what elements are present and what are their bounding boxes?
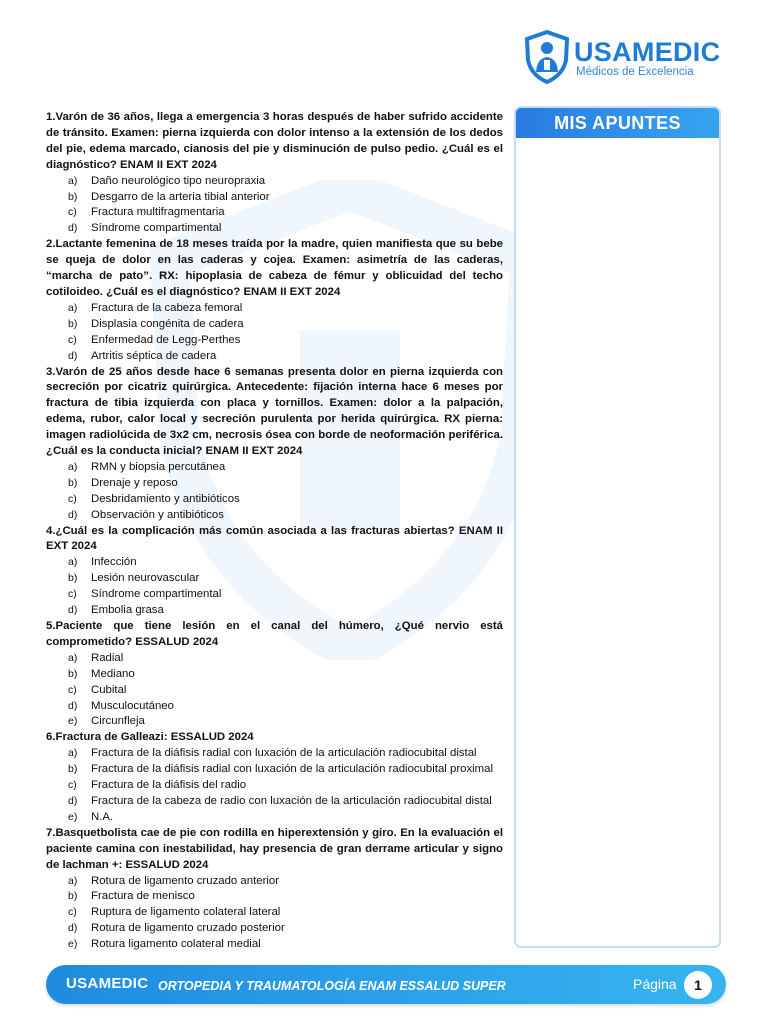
answer-option bbox=[46, 190, 503, 206]
option-list bbox=[46, 555, 503, 619]
question-block bbox=[46, 110, 503, 237]
answer-option bbox=[46, 762, 503, 778]
option-text: Fractura de la cabeza de radio con luxación de la articulación radiocubital distal bbox=[91, 794, 492, 807]
option-text: Mediano bbox=[91, 667, 135, 680]
option-text: Embolia grasa bbox=[91, 604, 164, 617]
option-letter: d) bbox=[68, 922, 78, 935]
answer-option bbox=[46, 667, 503, 683]
answer-option bbox=[46, 555, 503, 571]
option-text: Fractura de la diáfisis radial con luxación de la articulación radiocubital proximal bbox=[91, 763, 494, 776]
option-text: Cubital bbox=[91, 683, 127, 696]
option-letter: c) bbox=[68, 588, 77, 601]
option-letter: a) bbox=[68, 556, 78, 569]
option-text: Displasia congénita de cadera bbox=[91, 317, 244, 330]
answer-option bbox=[46, 746, 503, 762]
answer-option bbox=[46, 603, 503, 619]
question-stem: 1.Varón de 36 años, llega a emergencia 3 horas después de haber sufrido accidente de tránsito. Examen: pierna izquierda con dolor intenso a la extensión de los dedos del pie, edema marcado, cianosis del pie y disminución de pulso pedio. ¿Cuál es el diagnóstico? ENAM II EXT 2024 bbox=[46, 111, 503, 171]
page-label: Página bbox=[633, 976, 677, 992]
answer-option bbox=[46, 492, 503, 508]
answer-option bbox=[46, 349, 503, 365]
question-stem: 4.¿Cuál es la complicación más común asociada a las fracturas abiertas? ENAM II EXT 2024 bbox=[46, 524, 503, 553]
question-block bbox=[46, 826, 503, 953]
option-text: Circunfleja bbox=[91, 715, 145, 728]
option-letter: b) bbox=[68, 190, 78, 203]
option-text: Daño neurológico tipo neuropraxia bbox=[91, 174, 266, 187]
footer-brand: USAMEDIC bbox=[66, 975, 149, 992]
option-text: Drenaje y reposo bbox=[91, 476, 178, 489]
option-list bbox=[46, 174, 503, 238]
option-letter: c) bbox=[68, 333, 77, 346]
page-number: 1 bbox=[684, 971, 712, 999]
question-block bbox=[46, 365, 503, 524]
answer-option bbox=[46, 333, 503, 349]
option-letter: a) bbox=[68, 874, 78, 887]
option-text: Artritis séptica de cadera bbox=[91, 349, 217, 362]
question-block bbox=[46, 730, 503, 825]
answer-option bbox=[46, 301, 503, 317]
answer-option bbox=[46, 778, 503, 794]
option-letter: e) bbox=[68, 715, 78, 728]
question-block bbox=[46, 619, 503, 730]
option-text: Rotura ligamento colateral medial bbox=[91, 938, 261, 951]
answer-option bbox=[46, 317, 503, 333]
option-letter: d) bbox=[68, 508, 78, 521]
question-stem: 2.Lactante femenina de 18 meses traída por la madre, quien manifiesta que su bebe se queja de dolor en las caderas y cojea. Examen: asimetría de las caderas, “marcha de pato”. RX: hipoplasia de cabeza de fémur y oblicuidad del techo cotiloideo. ¿Cuál es el diagnóstico? ENAM II EXT 2024 bbox=[46, 238, 503, 298]
answer-option bbox=[46, 587, 503, 603]
option-letter: b) bbox=[68, 667, 78, 680]
option-text: Lesión neurovascular bbox=[91, 572, 200, 585]
doctor-shield-icon bbox=[524, 30, 570, 84]
option-letter: c) bbox=[68, 906, 77, 919]
notes-panel-title: MIS APUNTES bbox=[516, 108, 719, 138]
question-stem: 3.Varón de 25 años desde hace 6 semanas presenta dolor en pierna izquierda con secreción por cicatriz quirúrgica. Antecedente: fijación interna hace 6 meses por fractura de tibia izquierda con placa y tornillos. Examen: dolor a la palpación, edema, rubor, calor local y secreción purulenta por herida quirúrgica. RX pierna: imagen radiolúcida de 3x2 cm, necrosis ósea con borde de neoformación periférica. ¿Cuál es la conducta inicial? ENAM II EXT 2024 bbox=[46, 365, 503, 458]
option-text: Enfermedad de Legg-Perthes bbox=[91, 333, 241, 346]
option-text: Fractura de la diáfisis del radio bbox=[91, 779, 247, 792]
notes-panel bbox=[514, 106, 721, 948]
answer-option bbox=[46, 221, 503, 237]
brand-logo bbox=[524, 30, 721, 86]
answer-option bbox=[46, 874, 503, 890]
answer-option bbox=[46, 460, 503, 476]
brand-tagline: Médicos de Excelencia bbox=[576, 66, 694, 78]
question-stem: 7.Basquetbolista cae de pie con rodilla en hiperextensión y giro. En la evaluación el paciente camina con inestabilidad, hay presencia de gran derrame articular y signo de lachman +: ESSALUD 2024 bbox=[46, 826, 503, 871]
option-list bbox=[46, 874, 503, 954]
option-letter: e) bbox=[68, 938, 78, 951]
option-letter: c) bbox=[68, 683, 77, 696]
option-letter: e) bbox=[68, 810, 78, 823]
option-text: Musculocutáneo bbox=[91, 699, 174, 712]
answer-option bbox=[46, 921, 503, 937]
option-letter: d) bbox=[68, 349, 78, 362]
option-list bbox=[46, 460, 503, 524]
option-text: Rotura de ligamento cruzado posterior bbox=[91, 922, 285, 935]
answer-option bbox=[46, 889, 503, 905]
option-text: Fractura de la diáfisis radial con luxación de la articulación radiocubital distal bbox=[91, 747, 477, 760]
brand-name: USAMEDIC bbox=[574, 37, 721, 67]
option-list bbox=[46, 746, 503, 826]
option-letter: d) bbox=[68, 604, 78, 617]
option-letter: a) bbox=[68, 174, 78, 187]
option-text: Desgarro de la arteria tibial anterior bbox=[91, 190, 270, 203]
option-letter: d) bbox=[68, 699, 78, 712]
option-letter: b) bbox=[68, 890, 78, 903]
option-letter: b) bbox=[68, 317, 78, 330]
answer-option bbox=[46, 937, 503, 953]
footer-course-title: ORTOPEDIA Y TRAUMATOLOGÍA ENAM ESSALUD SUPER bbox=[158, 979, 506, 993]
option-letter: a) bbox=[68, 460, 78, 473]
option-letter: c) bbox=[68, 206, 77, 219]
option-text: RMN y biopsia percutánea bbox=[91, 460, 226, 473]
answer-option bbox=[46, 810, 503, 826]
option-list bbox=[46, 651, 503, 731]
option-text: Infección bbox=[91, 556, 137, 569]
option-text: Rotura de ligamento cruzado anterior bbox=[91, 874, 280, 887]
answer-option bbox=[46, 651, 503, 667]
answer-option bbox=[46, 794, 503, 810]
option-letter: b) bbox=[68, 476, 78, 489]
option-text: Fractura multifragmentaria bbox=[91, 206, 225, 219]
answer-option bbox=[46, 205, 503, 221]
option-letter: d) bbox=[68, 794, 78, 807]
option-letter: d) bbox=[68, 222, 78, 235]
option-text: Fractura de menisco bbox=[91, 890, 195, 903]
option-list bbox=[46, 301, 503, 365]
answer-option bbox=[46, 714, 503, 730]
answer-option bbox=[46, 699, 503, 715]
option-text: Síndrome compartimental bbox=[91, 588, 222, 601]
answer-option bbox=[46, 476, 503, 492]
option-text: Desbridamiento y antibióticos bbox=[91, 492, 240, 505]
option-letter: a) bbox=[68, 301, 78, 314]
answer-option bbox=[46, 174, 503, 190]
option-letter: a) bbox=[68, 747, 78, 760]
question-list bbox=[46, 110, 503, 953]
answer-option bbox=[46, 508, 503, 524]
option-text: Radial bbox=[91, 651, 124, 664]
footer-bar bbox=[46, 965, 726, 1004]
option-letter: a) bbox=[68, 651, 78, 664]
option-letter: b) bbox=[68, 572, 78, 585]
option-letter: c) bbox=[68, 779, 77, 792]
option-text: N.A. bbox=[91, 810, 114, 823]
answer-option bbox=[46, 571, 503, 587]
option-letter: c) bbox=[68, 492, 77, 505]
answer-option bbox=[46, 905, 503, 921]
question-stem: 5.Paciente que tiene lesión en el canal del húmero, ¿Qué nervio está comprometido? ESSALUD 2024 bbox=[46, 620, 503, 648]
question-block bbox=[46, 237, 503, 364]
option-text: Observación y antibióticos bbox=[91, 508, 224, 521]
question-stem: 6.Fractura de Galleazi: ESSALUD 2024 bbox=[46, 731, 254, 744]
option-text: Fractura de la cabeza femoral bbox=[91, 301, 243, 314]
option-letter: b) bbox=[68, 763, 78, 776]
question-block bbox=[46, 524, 503, 619]
option-text: Ruptura de ligamento colateral lateral bbox=[91, 906, 281, 919]
answer-option bbox=[46, 683, 503, 699]
option-text: Síndrome compartimental bbox=[91, 222, 222, 235]
